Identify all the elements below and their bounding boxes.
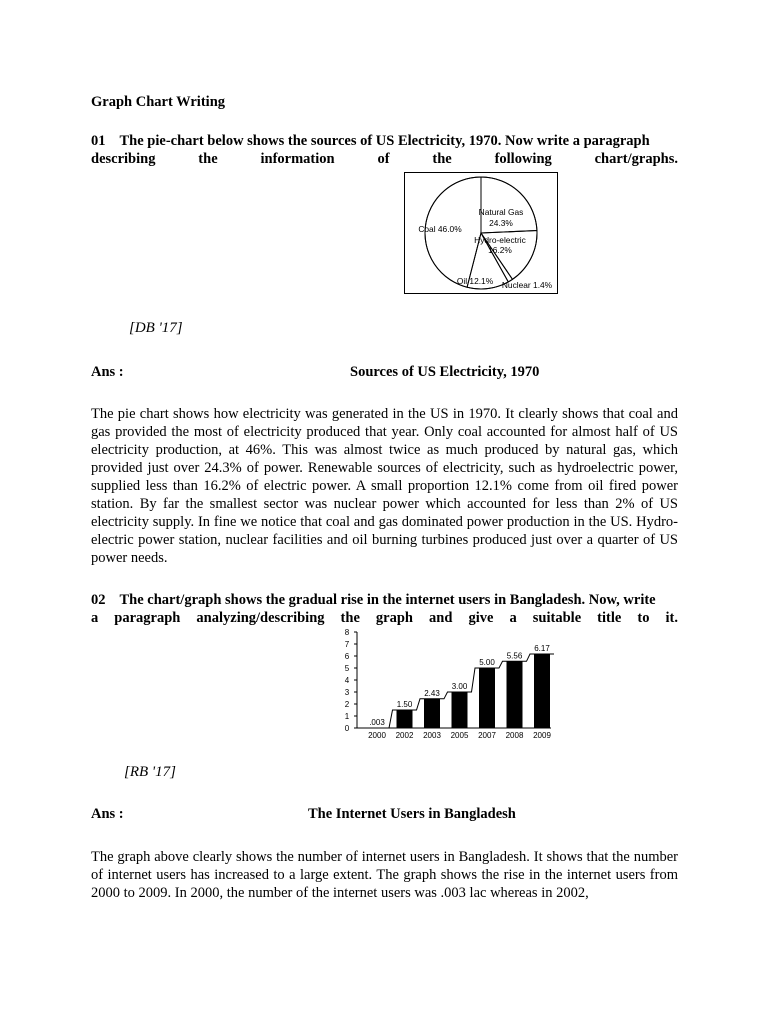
bar-chart-frame (335, 628, 557, 746)
bar-value-label: 5.00 (479, 658, 495, 667)
question-2-number: 02 (91, 592, 106, 608)
question-2-line2: a paragraph analyzing/describing the graph and give a suitable title to it. (91, 610, 678, 626)
answer-1-paragraph: The pie chart shows how electricity was generated in the US in 1970. It clearly shows that coal and gas provided the most of electricity produced that year. Only coal accounted for almost half of US electricity production, at 46%. This was almost twice as much produced by natural gas, which provided just over 24.3% of power. Renewable sources of electricity, such as hydroelectric power, supplied less than 16.2% of electric power. A small proportion 12.1% come from oil fired power station. By far the smallest sector was nuclear power which accounted for less than 2% of US electricity supply. In fine we notice that coal and gas dominated power production in the US. Hydro-electric power station, nuclear facilities and oil burning turbines produced just over a quarter of US power needs. (91, 406, 678, 566)
bar-value-label: 3.00 (451, 682, 468, 691)
question-2 (91, 591, 678, 627)
y-tick-label: 3 (344, 688, 350, 697)
y-tick-label: 2 (344, 700, 350, 709)
question-1 (91, 132, 678, 168)
x-tick-label: 2002 (395, 731, 414, 740)
answer-1-label: Ans : (91, 364, 124, 380)
bar-chart (335, 628, 557, 746)
question-1-reference: [DB '17] (129, 320, 183, 336)
bar-2009 (534, 654, 550, 728)
pie-label-natural-gas-value: 24.3% (489, 218, 513, 228)
bar-value-label: 2.43 (424, 688, 440, 698)
answer-2-paragraph: The graph above clearly shows the number of internet users in Bangladesh. It shows that the number of internet users has increased to a large extent. The graph shows the rise in the internet users from 2000 to 2009. In 2000, the number of the internet users was .003 lac whereas in 2002, (91, 849, 678, 901)
answer-2-label: Ans : (91, 806, 124, 822)
bar-value-label: 1.50 (396, 700, 413, 709)
question-2-line1: The chart/graph shows the gradual rise in the internet users in Bangladesh. Now, write (119, 592, 656, 608)
x-tick-label: 2005 (450, 731, 469, 740)
x-tick-label: 2000 (368, 731, 386, 740)
y-tick-label: 1 (344, 712, 350, 721)
pie-chart-frame (404, 172, 558, 294)
pie-label-hydro-electric-value: 16.2% (488, 245, 512, 255)
pie-label-natural-gas: Natural Gas (478, 207, 524, 217)
question-2-reference: [RB '17] (124, 764, 176, 780)
question-1-line2: describing the information of the following chart/graphs. (91, 151, 678, 167)
x-tick-label: 2007 (478, 731, 496, 740)
answer-2-title: The Internet Users in Bangladesh (308, 806, 516, 822)
bar-2003 (424, 699, 440, 728)
x-tick-label: 2008 (505, 731, 524, 740)
y-tick-label: 6 (344, 652, 350, 661)
y-tick-label: 8 (344, 628, 350, 637)
bar-value-label: 6.17 (534, 643, 550, 653)
y-tick-label: 7 (344, 640, 350, 649)
pie-label-nuclear: Nuclear 1.4% (501, 280, 553, 290)
pie-label-oil: Oil 12.1% (456, 276, 494, 286)
page-heading: Graph Chart Writing (91, 94, 226, 110)
question-1-line1: The pie-chart below shows the sources of US Electricity, 1970. Now write a paragraph (119, 133, 650, 149)
pie-label-hydro-electric: Hydro-electric (474, 235, 526, 245)
bar-2002 (397, 710, 413, 728)
pie-label-coal: Coal 46.0% (418, 224, 462, 234)
bar-value-label: 5.56 (506, 651, 523, 661)
y-tick-label: 4 (344, 676, 350, 685)
bar-2007 (479, 668, 495, 728)
y-tick-label: 5 (344, 664, 350, 673)
bar-2005 (452, 692, 468, 728)
bar-2008 (507, 661, 523, 728)
x-tick-label: 2009 (533, 731, 551, 740)
bar-value-label: .003 (369, 717, 385, 727)
question-1-number: 01 (91, 133, 106, 149)
answer-1-title: Sources of US Electricity, 1970 (350, 364, 540, 380)
x-tick-label: 2003 (423, 731, 441, 740)
pie-chart (405, 173, 557, 293)
y-tick-label: 0 (344, 724, 350, 733)
